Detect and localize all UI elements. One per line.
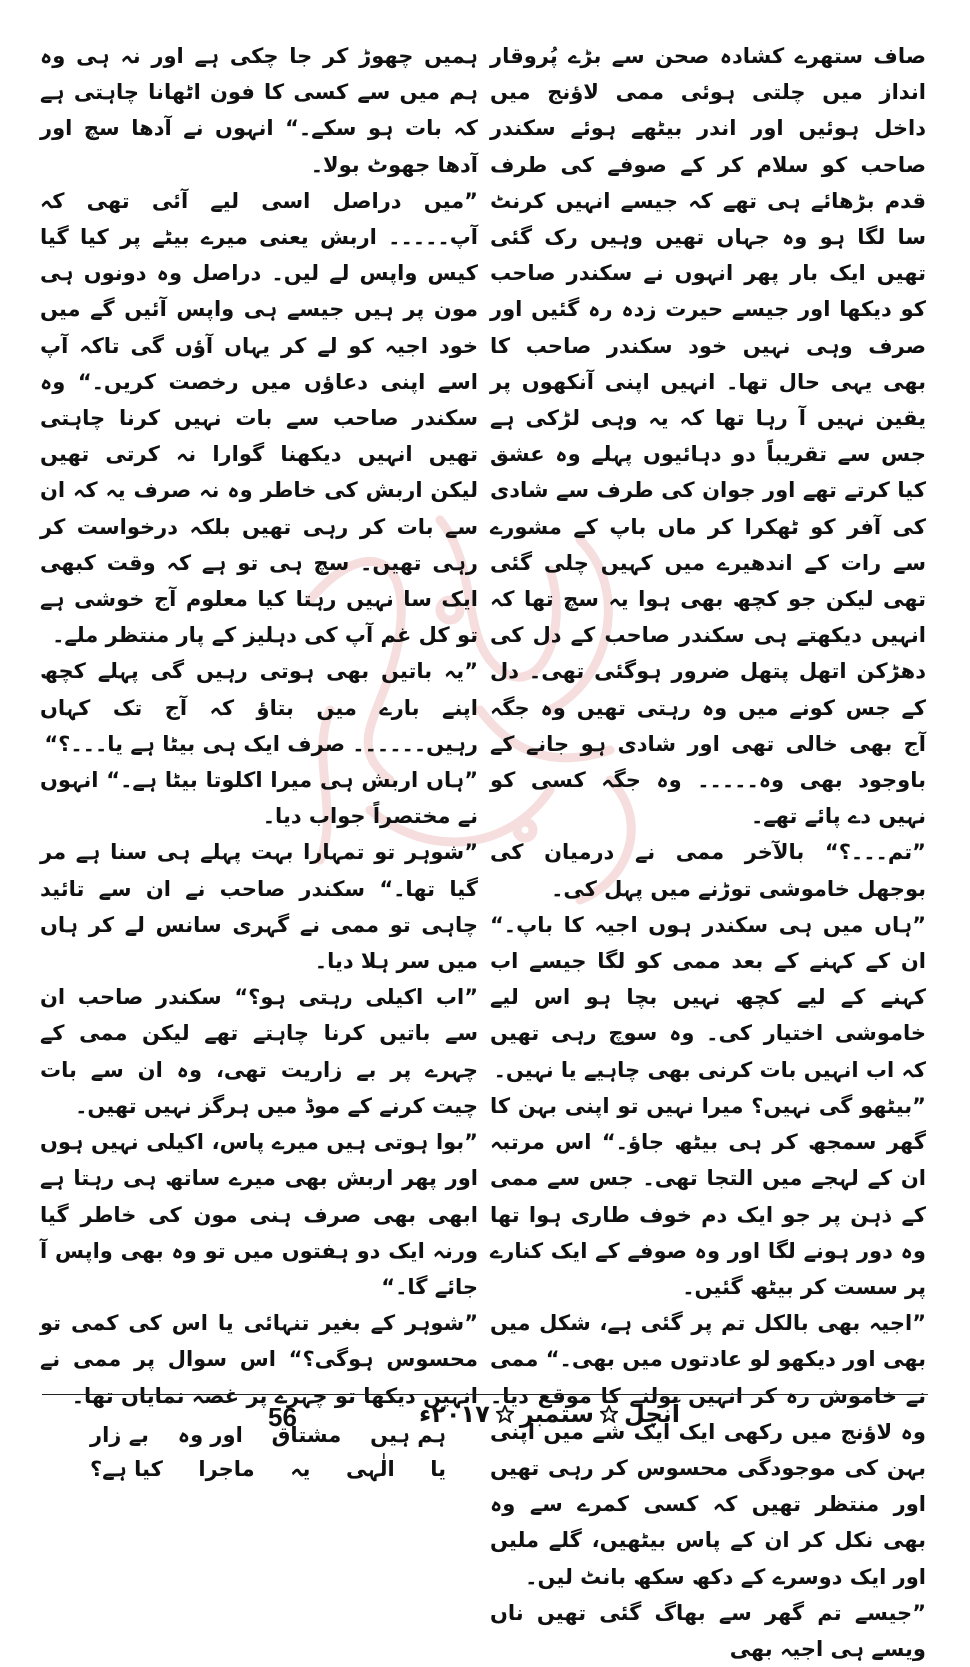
paragraph: ”اجیہ بھی بالکل تم پر گئی ہے، شکل میں بھی اور دیکھو لو عادتوں میں بھی۔“ ممی نے خاموش رہ کر انہیں بولنے کا موقع دیا۔ وہ لاؤنج میں رکھی ایک ایک شے میں اپنی بہن کی موجودگی محسوس کر رہی تھیں اور منتظر تھیں کہ کسی کمرے سے وہ بھی نکل کر ان کے پاس بیٹھیں، گلے ملیں اور ایک دوسرے کے دکھ سکھ بانٹ لیں۔ [490, 1311, 926, 1589]
magazine-name: آنچل [624, 1400, 680, 1428]
couplet-word: یا [430, 1456, 446, 1481]
paragraph: ”اب اکیلی رہتی ہو؟“ سکندر صاحب ان سے باتیں کرنا چاہتے تھے لیکن ممی کے چہرے پر بے زاریت تھی، وہ ان سے بات چیت کرنے کے موڈ میں ہرگز نہیں تھیں۔ [40, 985, 478, 1118]
paragraph: ”ہاں میں ہی سکندر ہوں اجیہ کا باپ۔“ ان کے کہنے کے بعد ممی کو لگا جیسے اب کہنے کے لیے کچھ نہیں بچا ہو اس لیے خاموشی اختیار کی۔ وہ سوچ رہی تھیں کہ اب انہیں بات کرنی بھی چاہیے یا نہیں۔ [490, 912, 926, 1082]
paragraph: ہمیں چھوڑ کر جا چکی ہے اور نہ ہی وہ ہم میں سے کسی کا فون اٹھانا چاہتی ہے کہ بات ہو سکے۔“ انہوں نے آدھا سچ اور آدھا جھوٹ بولا۔ [40, 44, 478, 177]
couplet-word: کیا ہے؟ [90, 1456, 163, 1481]
paragraph: ”بوا ہوتی ہیں میرے پاس، اکیلی نہیں ہوں اور پھر اربش بھی میرے ساتھ ہی رہتا ہے ابھی بھی صرف ہنی مون کی خاطر گیا ورنہ ایک دو ہفتوں میں تو وہ بھی واپس آ جائے گا۔“ [40, 1130, 478, 1299]
page-footer [0, 1400, 970, 1442]
paragraph: ”میں دراصل اسی لیے آئی تھی کہ آپ۔۔۔۔۔ اربش یعنی میرے بیٹے پر کیا گیا کیس واپس لے لیں۔ دراصل وہ دونوں ہی مون پر ہیں جیسے ہی واپس آئیں گے میں خود اجیہ کو لے کر یہاں آؤں گی تاکہ آپ اسے اپنی دعاؤں میں رخصت کریں۔“ وہ سکندر صاحب سے بات نہیں کرنا چاہتی تھیں انہیں دیکھنا گوارا نہ کرتی تھیں لیکن اربش کی خاطر وہ نہ صرف یہ کہ ان سے بات کر رہی تھیں بلکہ درخواست کر رہی تھیں۔ سچ ہی تو ہے کہ وقت کبھی ایک سا نہیں رہتا کیا معلوم آج خوشی ہے تو کل غم آپ کی دہلیز کے پار منتظر ملے۔ [40, 188, 478, 648]
paragraph: ”جیسے تم گھر سے بھاگ گئی تھیں ناں ویسے ہی اجیہ بھی [490, 1600, 926, 1661]
couplet-line-2 [40, 1452, 478, 1486]
couplet-word: الٰہی [346, 1456, 395, 1481]
issue-month: ستمبر [519, 1400, 595, 1428]
couplet-word: یہ [290, 1456, 311, 1481]
paragraph: ”بیٹھو گی نہیں؟ میرا نہیں تو اپنی بہن کا گھر سمجھ کر ہی بیٹھ جاؤ۔“ اس مرتبہ ان کے لہجے میں التجا تھی۔ جس سے ممی کے ذہن پر جو ایک دم خوف طاری ہوا تھا وہ دور ہونے لگا اور وہ صوفے کے ایک کنارے پر سست کر بیٹھ گئیں۔ [490, 1093, 926, 1299]
paragraph: صاف ستھرے کشادہ صحن سے بڑے پُروقار انداز میں چلتی ہوئی ممی لاؤنج میں داخل ہوئیں اور اندر بیٹھے ہوئے سکندر صاحب کو سلام کر کے صوفے کی طرف قدم بڑھائے ہی تھے کہ جیسے انہیں کرنٹ سا لگا ہو وہ جہاں تھیں وہیں رک گئی تھیں ایک بار پھر انہوں نے سکندر صاحب کو دیکھا اور جیسے حیرت زدہ رہ گئیں اور صرف وہی نہیں خود سکندر صاحب کا بھی یہی حال تھا۔ انہیں اپنی آنکھوں پر یقین نہیں آ رہا تھا کہ یہ وہی لڑکی ہے جس سے تقریباً دو دہائیوں پہلے وہ عشق کیا کرتے تھے اور جوان کی طرف سے شادی کی آفر کو ٹھکرا کر ماں باپ کے مشورے سے رات کے اندھیرے میں کہیں چلی گئی تھی لیکن جو کچھ بھی ہوا یہ سچ تھا کہ انہیں دیکھتے ہی سکندر صاحب کے دل کی دھڑکن اتھل پتھل ضرور ہوگئی تھی۔ دل کے جس کونے میں وہ رہتی تھیں وہ جگہ آج بھی خالی تھی اور شادی ہو جانے کے باوجود بھی وہ۔۔۔۔۔ وہ جگہ کسی کو نہیں دے پائے تھے۔ [490, 44, 926, 829]
paragraph: ”ہاں اربش ہی میرا اکلوتا بیٹا ہے۔“ انہوں نے مختصراً جواب دیا۔ [40, 768, 478, 829]
left-column [40, 38, 478, 1486]
paragraph: ”شوہر کے بغیر تنہائی یا اس کی کمی تو محسوس ہوگی؟“ اس سوال پر ممی نے انہیں دیکھا تو چہرے پر غصہ نمایاں تھا۔ [40, 1311, 478, 1408]
issue-year: ۲۰۱۷ء [418, 1400, 490, 1428]
couplet-word: اور وہ [177, 1422, 243, 1447]
paragraph: ”شوہر تو تمہارا بہت پہلے ہی سنا ہے مر گیا تھا۔“ سکندر صاحب نے ان سے تائید چاہی تو ممی نے گہری سانس لے کر ہاں میں سر ہلا دیا۔ [40, 840, 478, 974]
paragraph: ”تم۔۔۔؟“ بالآخر ممی نے درمیان کی بوجھل خاموشی توڑنے میں پہل کی۔ [490, 840, 926, 901]
couplet-word: ماجرا [198, 1456, 255, 1481]
paragraph: ”یہ باتیں بھی ہوتی رہیں گی پہلے کچھ اپنے بارے میں بتاؤ کہ آج تک کہاں رہیں۔۔۔۔۔۔ صرف ایک ہی بیٹا ہے یا۔۔۔؟“ [40, 659, 478, 756]
star-icon [600, 1405, 618, 1423]
star-icon [496, 1405, 514, 1423]
footer-rule [42, 1394, 928, 1395]
page-number: 56 [268, 1402, 297, 1432]
magazine-masthead [340, 1400, 680, 1428]
couplet-word: بے زار [90, 1422, 149, 1447]
couplet-word: ہم ہیں [370, 1422, 446, 1447]
couplet-word: مشتاق [271, 1422, 342, 1447]
